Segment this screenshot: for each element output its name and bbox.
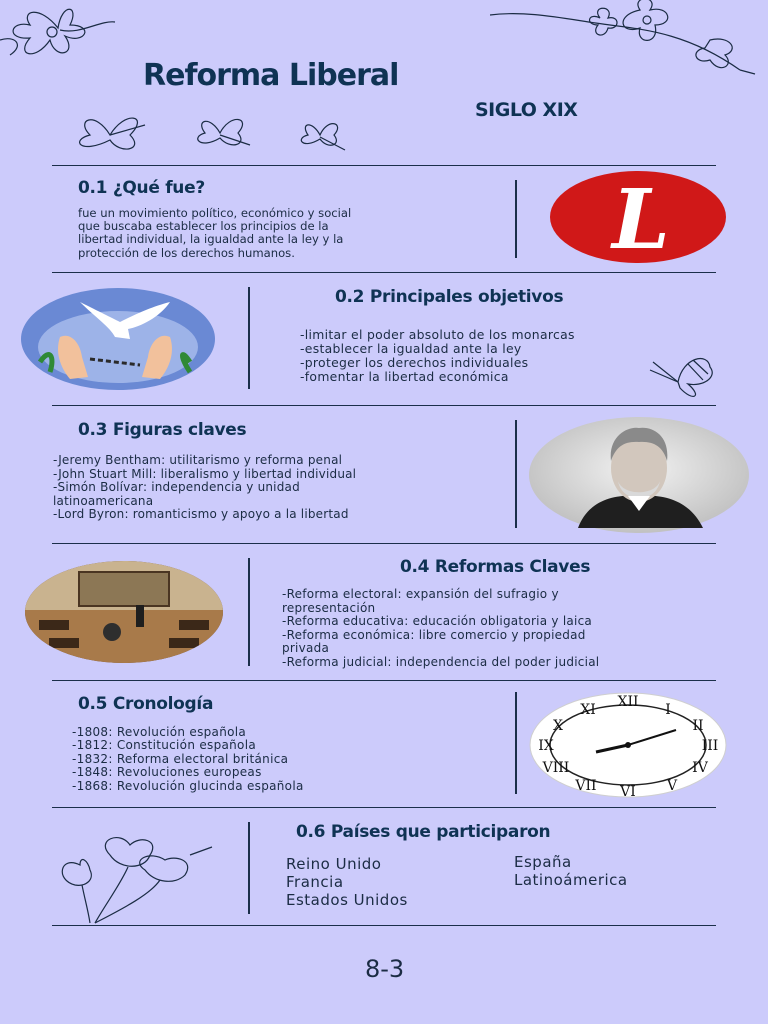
butterfly-icon: [70, 105, 360, 160]
divider-vertical: [515, 180, 517, 258]
country-item: España: [514, 853, 572, 871]
svg-text:XI: XI: [580, 702, 596, 718]
country-item: Latinoámerica: [514, 871, 628, 889]
page-title: Reforma Liberal: [143, 58, 399, 93]
svg-text:V: V: [666, 778, 678, 794]
divider: [52, 272, 716, 273]
svg-text:IX: IX: [538, 738, 554, 754]
divider-vertical: [515, 692, 517, 794]
divider: [52, 925, 716, 926]
svg-text:X: X: [553, 718, 563, 734]
svg-text:IV: IV: [692, 760, 708, 776]
section-heading-cronologia: 0.5 Cronología: [78, 694, 214, 714]
divider: [52, 807, 716, 808]
divider: [52, 543, 716, 544]
tulip-icon: [50, 825, 220, 925]
svg-text:VII: VII: [575, 778, 597, 794]
section-text-figuras: -Jeremy Bentham: utilitarismo y reforma penal -John Stuart Mill: liberalismo y libertad individual -Simón Bolívar: independencia y unidad latinoamericana -Lord Byron: romanticismo y apoyo a la libertad: [53, 453, 357, 521]
section-heading-que-fue: 0.1 ¿Qué fue?: [78, 178, 205, 198]
divider-vertical: [515, 420, 517, 528]
country-item: Estados Unidos: [286, 891, 408, 909]
divider-vertical: [248, 287, 250, 389]
country-item: Francia: [286, 873, 344, 891]
section-heading-objetivos: 0.2 Principales objetivos: [335, 287, 564, 307]
liberal-logo: [549, 170, 727, 264]
page-number: 8-3: [365, 955, 405, 983]
svg-text:I: I: [665, 702, 671, 718]
countries-column-2: [514, 853, 628, 889]
divider: [52, 165, 716, 166]
dove-icon: [20, 287, 216, 391]
divider: [52, 680, 716, 681]
svg-text:II: II: [692, 718, 704, 734]
page-subtitle: SIGLO XIX: [475, 99, 578, 121]
butterfly-icon: [648, 352, 720, 400]
svg-text:III: III: [701, 738, 719, 754]
logo-letter: L: [612, 172, 670, 264]
section-text-objetivos: -limitar el poder absoluto de los monarcas -establecer la igualdad ante la ley -proteger los derechos individuales -fomentar la libertad económica: [300, 327, 575, 384]
section-heading-reformas: 0.4 Reformas Claves: [400, 557, 591, 577]
svg-text:XII: XII: [617, 694, 639, 710]
divider: [52, 405, 716, 406]
svg-text:VIII: VIII: [542, 760, 570, 776]
countries-column-1: [286, 855, 408, 909]
portrait-icon: [528, 416, 750, 534]
clock-icon: [528, 692, 728, 798]
section-text-reformas: -Reforma electoral: expansión del sufragio y representación -Reforma educativa: educación obligatoria y laica -Reforma económica: libre comercio y propiedad privada -Reforma judicial: independencia del poder judicial: [282, 587, 600, 669]
section-heading-figuras: 0.3 Figuras claves: [78, 420, 247, 440]
divider-vertical: [248, 822, 250, 914]
section-heading-paises: 0.6 Países que participaron: [296, 822, 551, 842]
flower-decoration-top-right: [490, 0, 768, 80]
divider-vertical: [248, 558, 250, 666]
country-item: Reino Unido: [286, 855, 382, 873]
section-text-que-fue: fue un movimiento político, económico y social que buscaba establecer los principios de la libertad individual, la igualdad ante la ley y la protección de los derechos humanos.: [78, 206, 352, 260]
classroom-icon: [24, 560, 224, 664]
section-text-cronologia: -1808: Revolución española -1812: Constitución española -1832: Reforma electoral británica -1848: Revoluciones europeas -1868: Revolución glucinda española: [72, 725, 304, 793]
svg-text:VI: VI: [620, 784, 636, 798]
flower-decoration-top-left: [0, 0, 120, 62]
